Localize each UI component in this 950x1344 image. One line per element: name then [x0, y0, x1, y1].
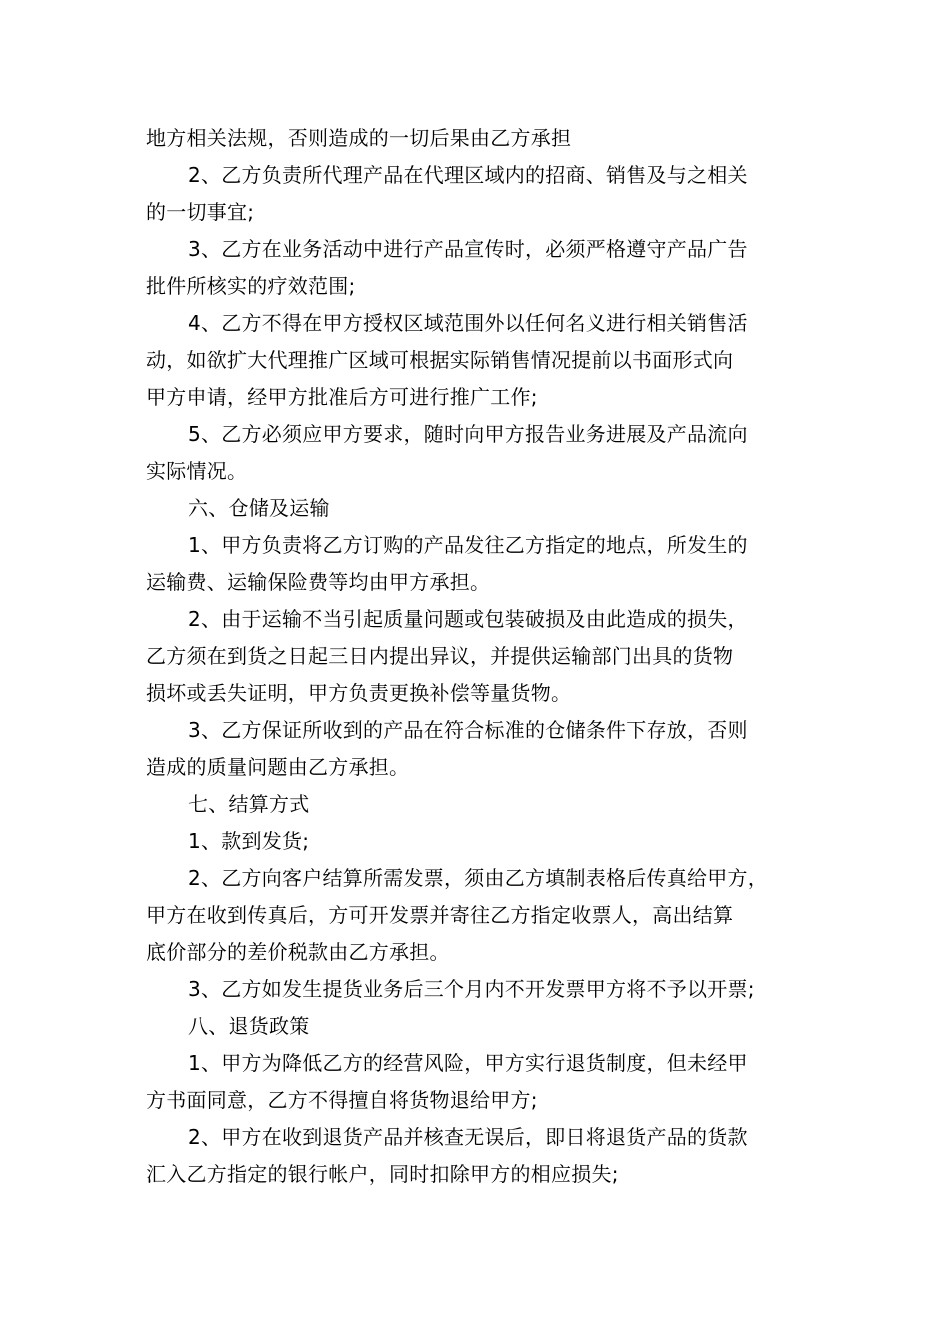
- text-line: 底价部分的差价税款由乙方承担。: [146, 940, 450, 964]
- text-line: 损坏或丢失证明，甲方负责更换补偿等量货物。: [146, 681, 572, 705]
- text-line: 批件所核实的疗效范围;: [146, 274, 356, 298]
- text-line: 方书面同意，乙方不得擅自将货物退给甲方;: [146, 1088, 538, 1112]
- text-line: 乙方须在到货之日起三日内提出异议，并提供运输部门出具的货物: [146, 644, 734, 668]
- text-line: 汇入乙方指定的银行帐户，同时扣除甲方的相应损失;: [146, 1162, 619, 1186]
- text-line: 动，如欲扩大代理推广区域可根据实际销售情况提前以书面形式向: [146, 348, 734, 372]
- text-line: 3、乙方如发生提货业务后三个月内不开发票甲方将不予以开票;: [188, 977, 755, 1001]
- text-line: 甲方在收到传真后，方可开发票并寄往乙方指定收票人，高出结算: [146, 903, 734, 927]
- text-line: 六、仓储及运输: [188, 496, 330, 520]
- text-line: 1、款到发货;: [188, 829, 310, 853]
- document-body: [146, 120, 808, 1193]
- text-line: 甲方申请，经甲方批准后方可进行推广工作;: [146, 385, 538, 409]
- text-line: 1、甲方为降低乙方的经营风险，甲方实行退货制度，但未经甲: [188, 1051, 748, 1075]
- text-line: 2、由于运输不当引起质量问题或包装破损及由此造成的损失，: [188, 607, 748, 631]
- text-line: 地方相关法规，否则造成的一切后果由乙方承担: [146, 126, 572, 150]
- text-line: 2、甲方在收到退货产品并核查无误后，即日将退货产品的货款: [188, 1125, 748, 1149]
- text-line: 2、乙方向客户结算所需发票，须由乙方填制表格后传真给甲方，: [188, 866, 768, 890]
- text-line: 造成的质量问题由乙方承担。: [146, 755, 410, 779]
- text-line: 八、退货政策: [188, 1014, 310, 1038]
- text-line: 4、乙方不得在甲方授权区域范围外以任何名义进行相关销售活: [188, 311, 748, 335]
- text-line: 运输费、运输保险费等均由甲方承担。: [146, 570, 491, 594]
- text-line: 实际情况。: [146, 459, 248, 483]
- text-line: 5、乙方必须应甲方要求，随时向甲方报告业务进展及产品流向: [188, 422, 748, 446]
- text-line: 的一切事宜;: [146, 200, 255, 224]
- text-line: 3、乙方在业务活动中进行产品宣传时，必须严格遵守产品广告: [188, 237, 748, 261]
- text-line: 1、甲方负责将乙方订购的产品发往乙方指定的地点，所发生的: [188, 533, 748, 557]
- text-line: 3、乙方保证所收到的产品在符合标准的仓储条件下存放，否则: [188, 718, 748, 742]
- text-line: 2、乙方负责所代理产品在代理区域内的招商、销售及与之相关: [188, 163, 748, 187]
- text-line: 七、结算方式: [188, 792, 310, 816]
